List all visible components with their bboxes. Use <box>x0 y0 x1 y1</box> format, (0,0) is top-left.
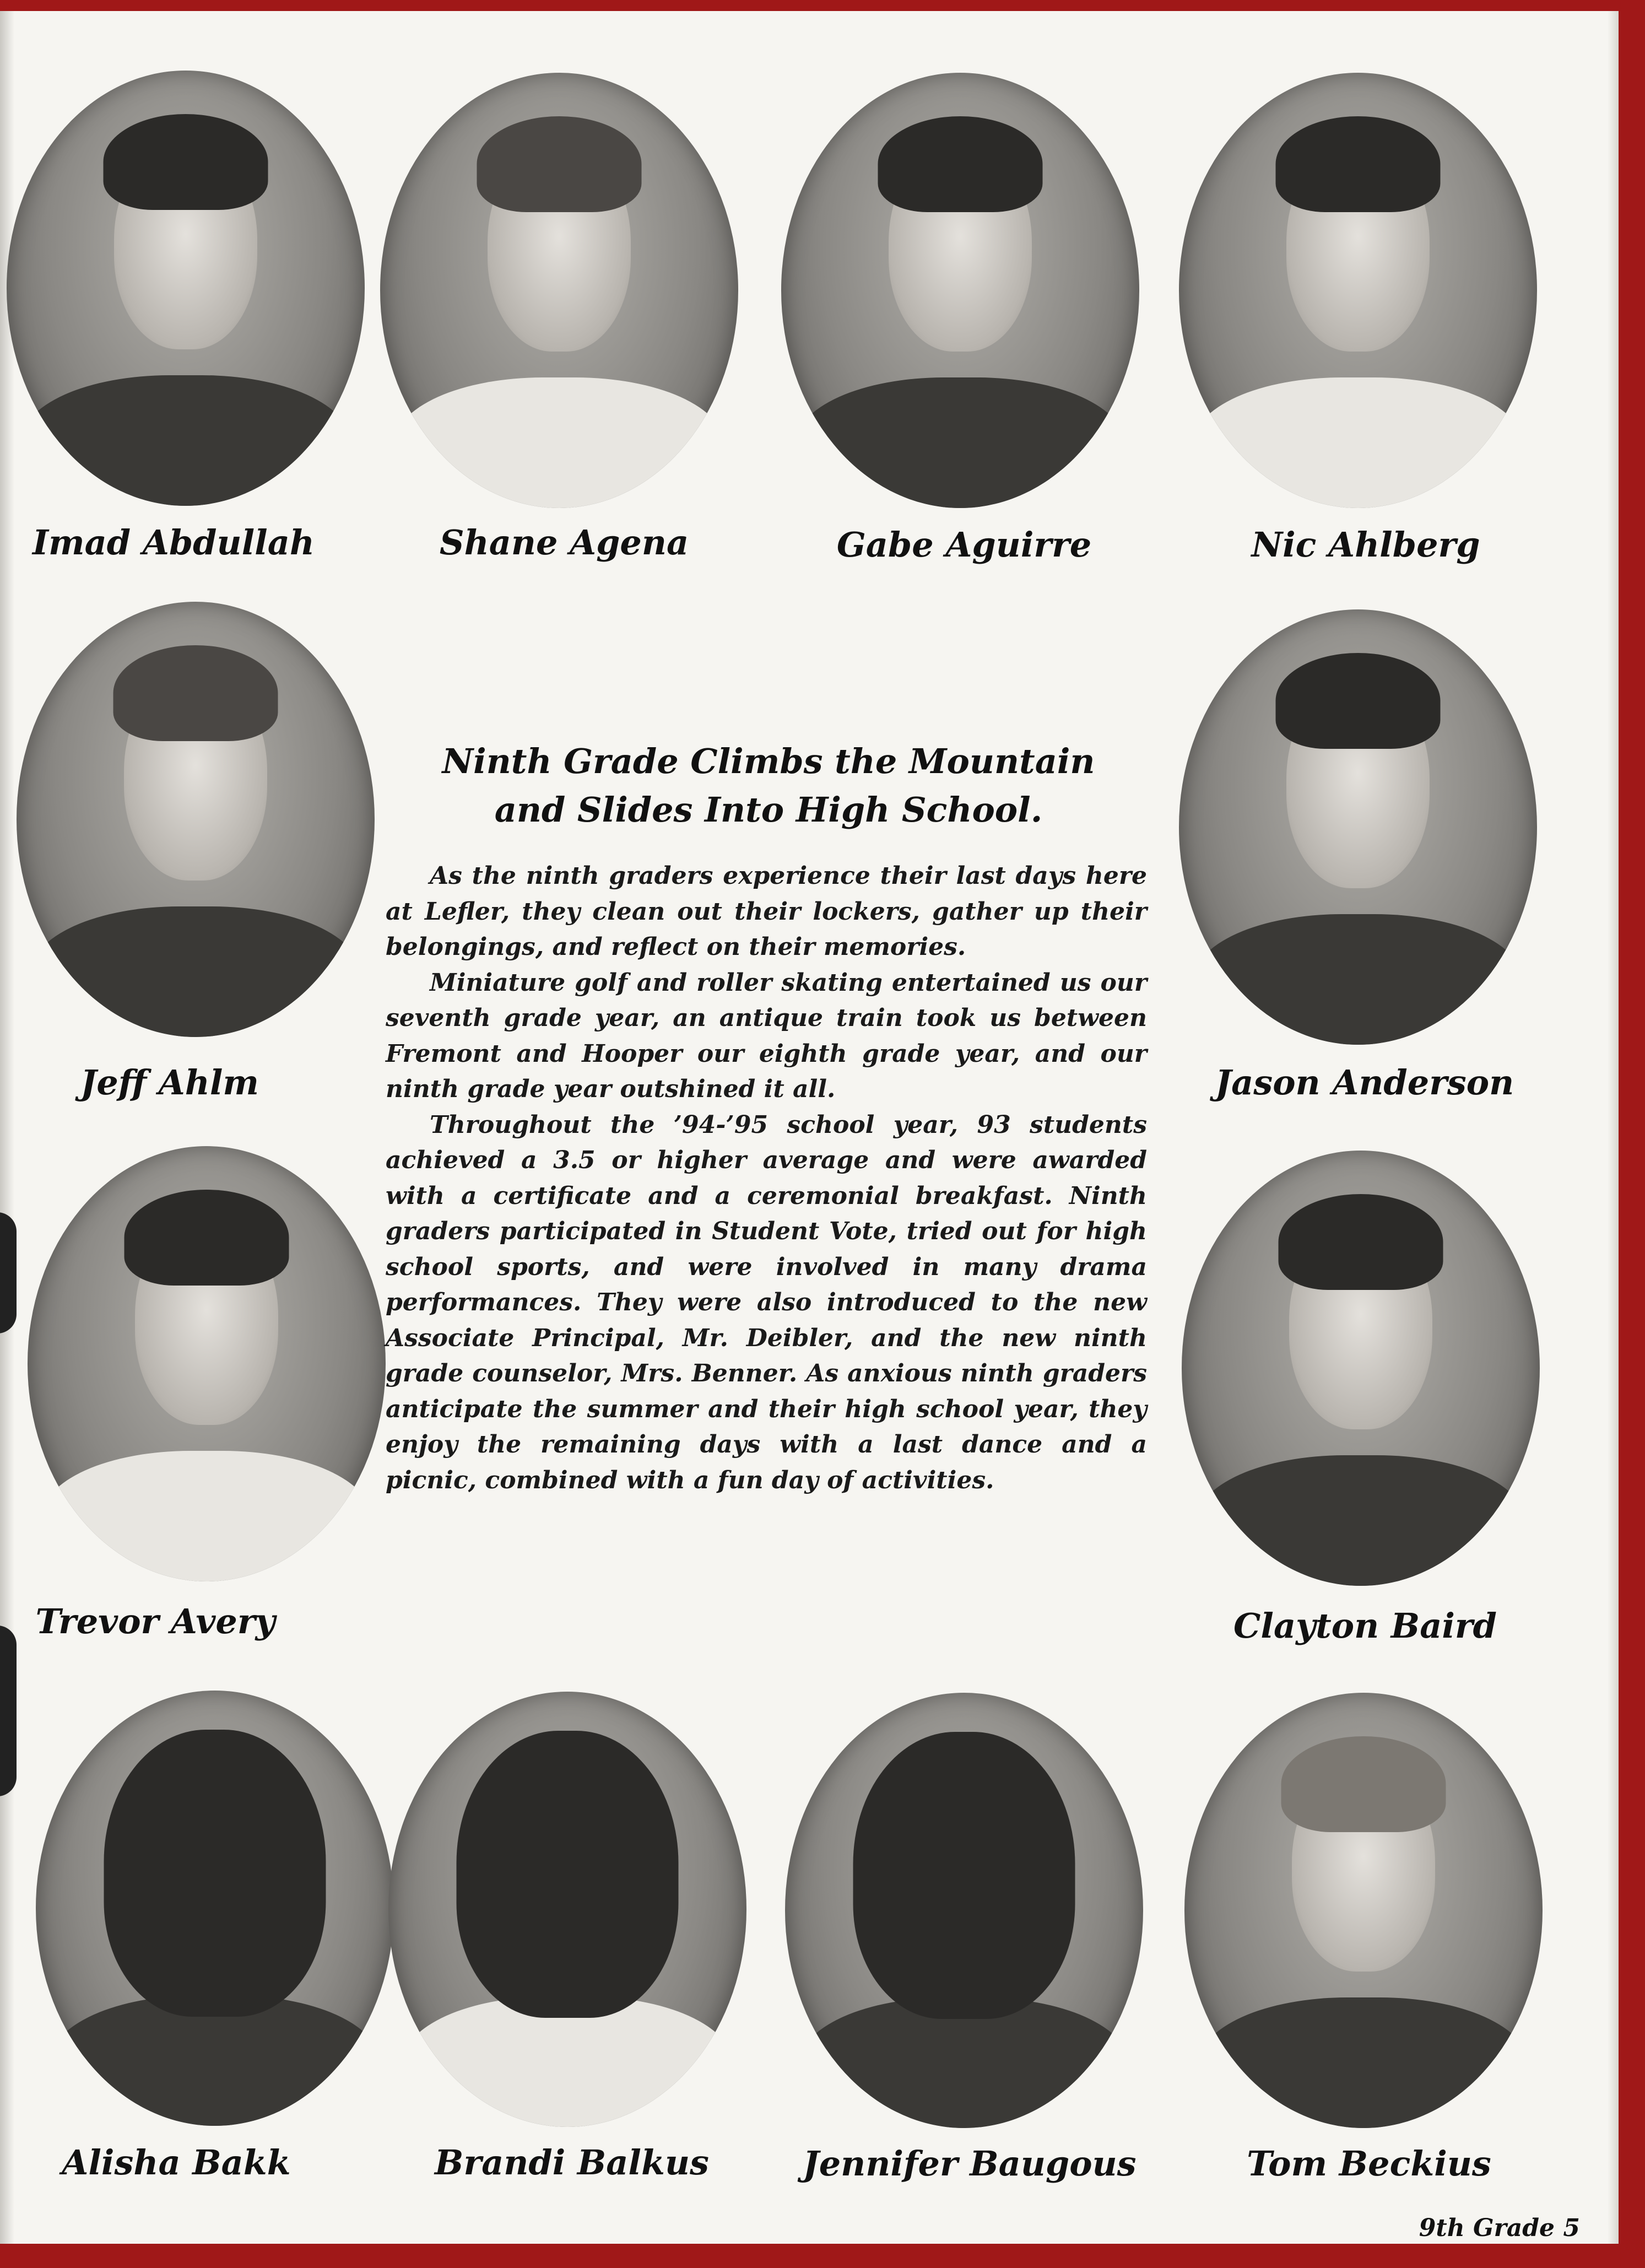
portrait-photo <box>17 602 375 1037</box>
article-headline <box>364 737 1173 834</box>
student-name: Imad Abdullah <box>33 522 315 563</box>
student-name: Clayton Baird <box>1233 1606 1497 1646</box>
binding-mark <box>0 1626 17 1796</box>
portrait-photo <box>1179 73 1537 508</box>
portrait-photo <box>380 73 738 508</box>
student-name: Shane Agena <box>439 522 689 563</box>
portrait-photo <box>36 1691 394 2126</box>
page-folio <box>1419 2214 1580 2242</box>
article-body <box>386 858 1147 1498</box>
headline-line: and Slides Into High School. <box>494 790 1043 830</box>
student-name: Jeff Ahlm <box>80 1062 259 1103</box>
portrait-photo <box>781 73 1139 508</box>
student-name: Alisha Bakk <box>62 2142 291 2183</box>
yearbook-page <box>0 11 1619 2244</box>
student-name: Brandi Balkus <box>435 2142 709 2183</box>
portrait-photo <box>785 1693 1143 2128</box>
portrait-photo <box>7 71 365 506</box>
article-paragraph: Throughout the ’94-’95 school year, 93 students achieved a 3.5 or higher average and were awarded with a certificate and a ceremonial breakfast. Ninth graders participated in Student Vote, tried out for high school sports, and were involved in many drama performances. They were also introduced to the new Associate Principal, Mr. Deibler, and the new ninth grade counselor, Mrs. Benner. As anxious ninth graders anticipate the summer and their high school year, they enjoy the remaining days with a last dance and a picnic, combined with a fun day of activities. <box>386 1110 1147 1494</box>
article-paragraph: As the ninth graders experience their last days here at Lefler, they clean out their lockers, gather up their belongings, and reflect on their memories. <box>386 862 1147 961</box>
portrait-photo <box>28 1146 386 1581</box>
portrait-photo <box>1179 609 1537 1045</box>
article-paragraph: Miniature golf and roller skating entertained us our seventh grade year, an antique train took us between Fremont and Hooper our eighth grade year, and our ninth grade year outshined it all. <box>386 968 1147 1103</box>
portrait-photo <box>388 1692 746 2127</box>
student-name: Tom Beckius <box>1247 2143 1491 2184</box>
student-name: Gabe Aguirre <box>836 525 1092 565</box>
portrait-photo <box>1184 1693 1543 2128</box>
binding-mark <box>0 1212 17 1333</box>
folio-section: 9th Grade <box>1419 2214 1555 2242</box>
student-name: Nic Ahlberg <box>1251 525 1480 565</box>
headline-line: Ninth Grade Climbs the Mountain <box>442 741 1095 781</box>
portrait-photo <box>1182 1151 1540 1586</box>
folio-page-number: 5 <box>1563 2214 1580 2242</box>
student-name: Jennifer Baugous <box>803 2143 1137 2184</box>
student-name: Trevor Avery <box>35 1601 275 1641</box>
page-edge-shadow <box>1608 11 1619 2244</box>
student-name: Jason Anderson <box>1215 1062 1514 1103</box>
